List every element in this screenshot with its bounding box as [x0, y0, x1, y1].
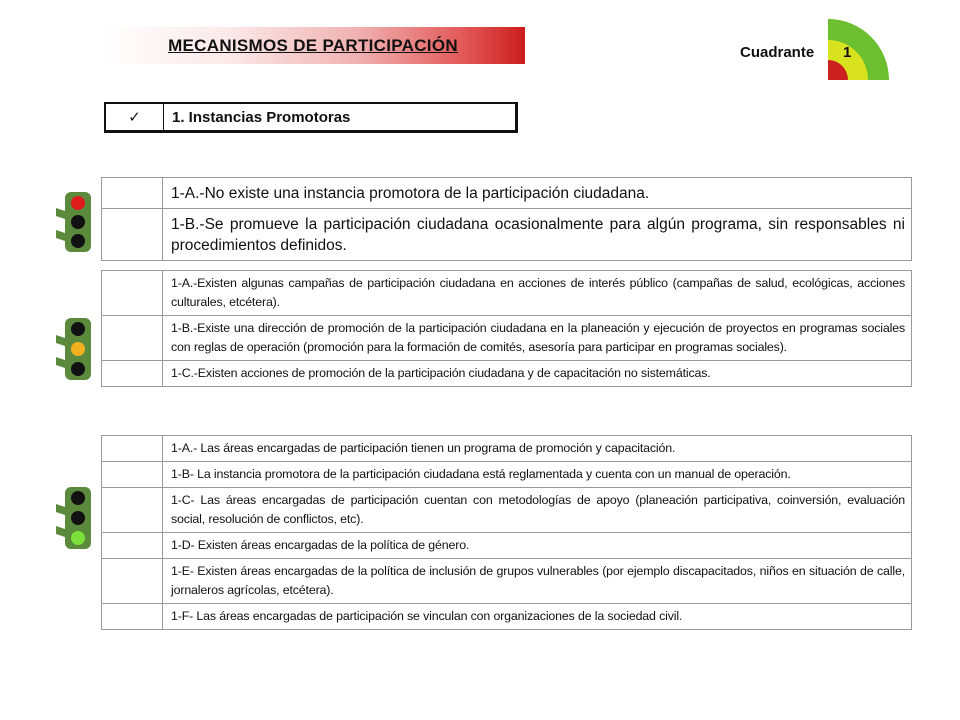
table-row	[102, 462, 912, 488]
table-row	[102, 178, 912, 209]
table-row	[102, 316, 912, 361]
quadrant-number: 1	[843, 44, 852, 61]
criterion-text: 1-A.-No existe una instancia promotora de la participación ciudadana.	[163, 178, 912, 209]
criterion-text: 1-A.-Existen algunas campañas de participación ciudadana en acciones de interés público (campañas de salud, ecológicas, acciones culturales, etcétera).	[163, 271, 912, 316]
criterion-text: 1-B- La instancia promotora de la participación ciudadana está reglamentada y cuenta con un manual de operación.	[163, 462, 912, 488]
table-row	[102, 361, 912, 387]
criteria-table-red	[101, 177, 912, 261]
section-label: 1. Instancias Promotoras	[172, 108, 351, 126]
light-green-on	[71, 531, 85, 545]
table-cell-blank	[102, 361, 163, 387]
table-row	[102, 209, 912, 261]
light-yellow-on	[71, 342, 85, 356]
criterion-text: 1-A.- Las áreas encargadas de participación tienen un programa de promoción y capacitación.	[163, 436, 912, 462]
criteria-table-green	[101, 435, 912, 630]
criteria-table-yellow	[101, 270, 912, 387]
table-row	[102, 436, 912, 462]
quadrant-icon	[828, 19, 900, 81]
table-row	[102, 604, 912, 630]
criterion-text: 1-B.-Se promueve la participación ciudadana ocasionalmente para algún programa, sin responsables ni procedimientos definidos.	[163, 209, 912, 261]
criterion-text: 1-F- Las áreas encargadas de participación se vinculan con organizaciones de la sociedad civil.	[163, 604, 912, 630]
table-cell-blank	[102, 462, 163, 488]
criterion-text: 1-D- Existen áreas encargadas de la política de género.	[163, 533, 912, 559]
criterion-text: 1-C- Las áreas encargadas de participación cuentan con metodologías de apoyo (planeación participativa, coinversión, evaluación social, resolución de conflictos, etc).	[163, 488, 912, 533]
criterion-text: 1-B.-Existe una dirección de promoción de la participación ciudadana en la planeación y ejecución de proyectos en programas sociales con reglas de operación (promoción para la formación de comités, asesoría para participar en programas sociales).	[163, 316, 912, 361]
table-cell-blank	[102, 436, 163, 462]
quadrant-label: Cuadrante	[740, 44, 815, 61]
title-bar	[101, 27, 525, 64]
criterion-text: 1-C.-Existen acciones de promoción de la participación ciudadana y de capacitación no sistemáticas.	[163, 361, 912, 387]
table-cell-blank	[102, 316, 163, 361]
page-title: MECANISMOS DE PARTICIPACIÓN	[168, 35, 458, 55]
table-row	[102, 559, 912, 604]
traffic-light-green-icon	[56, 487, 100, 549]
table-cell-blank	[102, 533, 163, 559]
table-cell-blank	[102, 559, 163, 604]
traffic-light-red-icon	[56, 192, 100, 252]
table-cell-blank	[102, 604, 163, 630]
check-icon: ✓	[106, 104, 164, 130]
table-cell-blank	[102, 271, 163, 316]
table-cell-blank	[102, 178, 163, 209]
table-cell-blank	[102, 209, 163, 261]
table-cell-blank	[102, 488, 163, 533]
table-row	[102, 271, 912, 316]
traffic-light-yellow-icon	[56, 318, 100, 380]
table-row	[102, 488, 912, 533]
criterion-text: 1-E- Existen áreas encargadas de la política de inclusión de grupos vulnerables (por ejemplo discapacitados, niños en situación de calle, jornaleros agrícolas, etcétera).	[163, 559, 912, 604]
light-red-on	[71, 196, 85, 210]
table-row	[102, 533, 912, 559]
section-header	[104, 102, 518, 133]
